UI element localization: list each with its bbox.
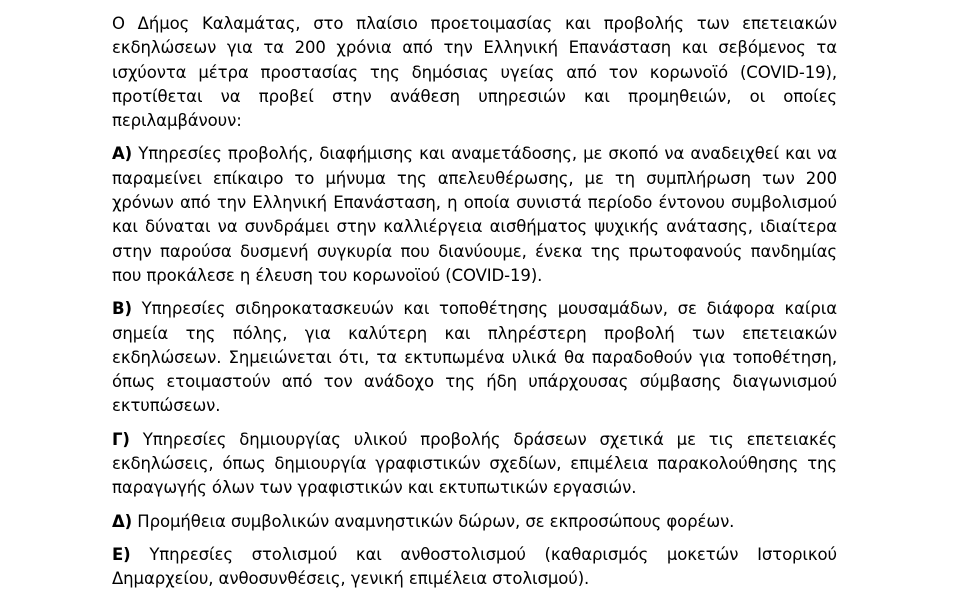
item-d-paragraph (112, 510, 837, 534)
item-b-text: Υπηρεσίες σιδηροκατασκευών και τοποθέτησης μουσαμάδων, σε διάφορα καίρια σημεία της πόλης, για καλύτερη και πληρέστερη προβολή των επετειακών εκδηλώσεων. Σημειώνεται ότι, τα εκτυπωμένα υλικά θα παραδοθούν για τοποθέτηση, όπως ετοιμαστούν από τον ανάδοχο της ήδη υπάρχουσας σύμβασης διαγωνισμού εκτυπώσεων. (112, 299, 837, 416)
item-c-paragraph (112, 428, 837, 501)
item-b-label: Β) (112, 299, 132, 319)
document-body (112, 12, 837, 601)
intro-paragraph: Ο Δήμος Καλαμάτας, στο πλαίσιο προετοιμασίας και προβολής των επετειακών εκδηλώσεων για τα 200 χρόνια από την Ελληνική Επανάσταση και σεβόμενος τα ισχύοντα μέτρα προστασίας της δημόσιας υγείας από τον κορωνοϊό (COVID-19), προτίθεται να προβεί στην ανάθεση υπηρεσιών και προμηθειών, οι οποίες περιλαμβάνουν: (112, 14, 837, 131)
item-a-text: Υπηρεσίες προβολής, διαφήμισης και αναμετάδοσης, με σκοπό να αναδειχθεί και να παραμείνει επίκαιρο το μήνυμα της απελευθέρωσης, με τη συμπλήρωση των 200 χρόνων από την Ελληνική Επανάσταση, η οποία συνιστά περίοδο έντονου συμβολισμού και δύναται να συνδράμει στην καλλιέργεια αισθήματος ψυχικής ανάτασης, ιδιαίτερα στην παρούσα δυσμενή συγκυρία που διανύουμε, ένεκα της πρωτοφανούς πανδημίας που προκάλεσε η έλευση του κορωνοϊού (COVID-19). (112, 144, 837, 285)
item-d-text: Προμήθεια συμβολικών αναμνηστικών δώρων, σε εκπροσώπους φορέων. (132, 511, 735, 531)
item-d-label: Δ) (112, 511, 133, 531)
item-c-label: Γ) (112, 429, 130, 449)
item-b-paragraph (112, 297, 837, 418)
item-a-label: Α) (112, 144, 133, 164)
item-a-paragraph (112, 142, 837, 288)
item-c-text: Υπηρεσίες δημιουργίας υλικού προβολής δράσεων σχετικά με τις επετειακές εκδηλώσεις, όπως δημιουργία γραφιστικών σχεδίων, επιμέλεια παρακολούθησης της παραγωγής όλων των γραφιστικών και εκτυπωτικών εργασιών. (112, 429, 837, 498)
item-e-text: Υπηρεσίες στολισμού και ανθοστολισμού (καθαρισμός μοκετών Ιστορικού Δημαρχείου, ανθοσυνθέσεις, γενική επιμέλεια στολισμού). (112, 544, 837, 589)
item-e-paragraph (112, 543, 837, 592)
item-e-label: Ε) (112, 544, 131, 564)
